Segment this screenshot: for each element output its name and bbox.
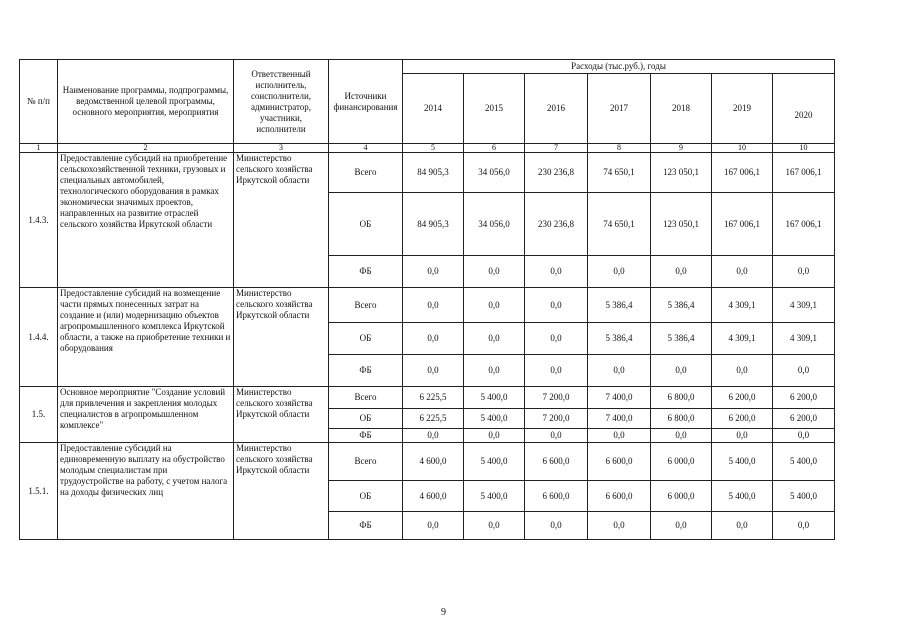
table-body: [20, 153, 835, 540]
responsible-executor: Министерство сельского хозяйства Иркутской области: [234, 153, 329, 288]
table-row: [20, 443, 835, 481]
amount-cell: 0,0: [464, 256, 525, 288]
amount-cell: 5 386,4: [588, 288, 651, 323]
funding-source: ФБ: [329, 256, 403, 288]
funding-source: ФБ: [329, 355, 403, 387]
page-number: 9: [441, 607, 446, 618]
amount-cell: 5 400,0: [773, 481, 835, 512]
amount-cell: 6 600,0: [525, 443, 588, 481]
item-number: 1.5.: [20, 387, 58, 443]
amount-cell: 84 905,3: [403, 153, 464, 193]
header-responsible: Ответственный исполнитель, соисполнители, администратор, участники, исполнители: [234, 60, 329, 144]
amount-cell: 0,0: [403, 288, 464, 323]
responsible-executor: Министерство сельского хозяйства Иркутской области: [234, 387, 329, 443]
funding-source: ОБ: [329, 323, 403, 355]
header-num: № п/п: [20, 60, 58, 144]
amount-cell: 0,0: [464, 288, 525, 323]
amount-cell: 5 400,0: [712, 481, 773, 512]
amount-cell: 5 386,4: [588, 323, 651, 355]
index-cell: 8: [588, 144, 651, 153]
amount-cell: 5 400,0: [464, 387, 525, 409]
amount-cell: 0,0: [651, 512, 712, 540]
header-year: 2017: [588, 74, 651, 144]
amount-cell: 0,0: [464, 429, 525, 443]
item-number: 1.4.4.: [20, 288, 58, 387]
funding-source: Всего: [329, 387, 403, 409]
amount-cell: 74 650,1: [588, 153, 651, 193]
amount-cell: 6 200,0: [712, 409, 773, 429]
header-year: 2019: [712, 74, 773, 144]
amount-cell: 7 200,0: [525, 409, 588, 429]
index-cell: 7: [525, 144, 588, 153]
amount-cell: 0,0: [773, 256, 835, 288]
amount-cell: 0,0: [651, 355, 712, 387]
amount-cell: 0,0: [773, 512, 835, 540]
amount-cell: 4 309,1: [773, 288, 835, 323]
amount-cell: 5 400,0: [773, 443, 835, 481]
amount-cell: 7 400,0: [588, 387, 651, 409]
header-year: 2016: [525, 74, 588, 144]
amount-cell: 0,0: [651, 429, 712, 443]
amount-cell: 6 600,0: [588, 481, 651, 512]
amount-cell: 0,0: [588, 429, 651, 443]
item-name: Предоставление субсидий на единовременную выплату на обустройство молодым специалистам при трудоустройстве на работу, с учетом налога на доходы физических лиц: [58, 443, 234, 540]
amount-cell: 6 800,0: [651, 387, 712, 409]
amount-cell: 0,0: [588, 512, 651, 540]
amount-cell: 6 225,5: [403, 387, 464, 409]
amount-cell: 0,0: [712, 512, 773, 540]
amount-cell: 0,0: [403, 512, 464, 540]
index-cell: 6: [464, 144, 525, 153]
amount-cell: 0,0: [773, 355, 835, 387]
table-row: [20, 387, 835, 409]
amount-cell: 6 200,0: [773, 409, 835, 429]
amount-cell: 5 386,4: [651, 323, 712, 355]
amount-cell: 6 600,0: [588, 443, 651, 481]
responsible-executor: Министерство сельского хозяйства Иркутской области: [234, 443, 329, 540]
header-year: 2020: [773, 74, 835, 144]
amount-cell: 74 650,1: [588, 193, 651, 256]
amount-cell: 6 200,0: [773, 387, 835, 409]
funding-source: Всего: [329, 288, 403, 323]
amount-cell: 0,0: [712, 256, 773, 288]
amount-cell: 7 400,0: [588, 409, 651, 429]
amount-cell: 0,0: [403, 323, 464, 355]
amount-cell: 0,0: [464, 323, 525, 355]
amount-cell: 6 225,5: [403, 409, 464, 429]
amount-cell: 0,0: [773, 429, 835, 443]
amount-cell: 5 400,0: [464, 443, 525, 481]
budget-table: [19, 59, 835, 540]
header-source: Источники финансирования: [329, 60, 403, 144]
index-cell: 10: [712, 144, 773, 153]
header-name: Наименование программы, подпрограммы, ведомственной целевой программы, основного мероприятия, мероприятия: [58, 60, 234, 144]
header-year: 2014: [403, 74, 464, 144]
amount-cell: 0,0: [403, 429, 464, 443]
amount-cell: 0,0: [525, 256, 588, 288]
amount-cell: 0,0: [403, 355, 464, 387]
amount-cell: 230 236,8: [525, 153, 588, 193]
funding-source: ФБ: [329, 429, 403, 443]
table-row: [20, 153, 835, 193]
amount-cell: 4 309,1: [712, 288, 773, 323]
amount-cell: 5 386,4: [651, 288, 712, 323]
item-name: Предоставление субсидий на приобретение сельскохозяйственной техники, грузовых и специальных автомобилей, технологического оборудования в рамках экономически значимых проектов, направленных на развитие отраслей сельского хозяйства Иркутской области: [58, 153, 234, 288]
amount-cell: 0,0: [651, 256, 712, 288]
amount-cell: 7 200,0: [525, 387, 588, 409]
amount-cell: 167 006,1: [712, 153, 773, 193]
funding-source: Всего: [329, 443, 403, 481]
index-cell: 3: [234, 144, 329, 153]
funding-source: ОБ: [329, 481, 403, 512]
amount-cell: 6 200,0: [712, 387, 773, 409]
amount-cell: 84 905,3: [403, 193, 464, 256]
index-cell: 5: [403, 144, 464, 153]
amount-cell: 4 309,1: [712, 323, 773, 355]
amount-cell: 6 600,0: [525, 481, 588, 512]
funding-source: ОБ: [329, 409, 403, 429]
index-cell: 2: [58, 144, 234, 153]
index-cell: 10: [773, 144, 835, 153]
amount-cell: 167 006,1: [773, 193, 835, 256]
amount-cell: 4 600,0: [403, 443, 464, 481]
amount-cell: 123 050,1: [651, 193, 712, 256]
amount-cell: 6 000,0: [651, 481, 712, 512]
amount-cell: 5 400,0: [464, 409, 525, 429]
amount-cell: 0,0: [525, 323, 588, 355]
amount-cell: 5 400,0: [712, 443, 773, 481]
header-expenses: Расходы (тыс.руб.), годы: [403, 60, 835, 74]
item-name: Предоставление субсидий на возмещение части прямых понесенных затрат на создание и (или) модернизацию объектов агропромышленного комплекса Иркутской области, а также на приобретение техники и оборудования: [58, 288, 234, 387]
amount-cell: 34 056,0: [464, 153, 525, 193]
amount-cell: 167 006,1: [773, 153, 835, 193]
amount-cell: 5 400,0: [464, 481, 525, 512]
amount-cell: 0,0: [403, 256, 464, 288]
item-number: 1.4.3.: [20, 153, 58, 288]
amount-cell: 0,0: [712, 355, 773, 387]
item-name: Основное мероприятие "Создание условий для привлечения и закрепления молодых специалистов в агропромышленном комплексе": [58, 387, 234, 443]
amount-cell: 0,0: [464, 355, 525, 387]
amount-cell: 0,0: [588, 256, 651, 288]
index-cell: 9: [651, 144, 712, 153]
amount-cell: 34 056,0: [464, 193, 525, 256]
funding-source: Всего: [329, 153, 403, 193]
table-row: [20, 288, 835, 323]
amount-cell: 0,0: [525, 512, 588, 540]
amount-cell: 6 000,0: [651, 443, 712, 481]
funding-source: ФБ: [329, 512, 403, 540]
amount-cell: 0,0: [464, 512, 525, 540]
funding-source: ОБ: [329, 193, 403, 256]
amount-cell: 4 309,1: [773, 323, 835, 355]
header-year: 2015: [464, 74, 525, 144]
index-cell: 4: [329, 144, 403, 153]
responsible-executor: Министерство сельского хозяйства Иркутской области: [234, 288, 329, 387]
amount-cell: 230 236,8: [525, 193, 588, 256]
amount-cell: 123 050,1: [651, 153, 712, 193]
amount-cell: 0,0: [525, 355, 588, 387]
amount-cell: 6 800,0: [651, 409, 712, 429]
index-cell: 1: [20, 144, 58, 153]
amount-cell: 4 600,0: [403, 481, 464, 512]
amount-cell: 0,0: [525, 288, 588, 323]
item-number: 1.5.1.: [20, 443, 58, 540]
amount-cell: 0,0: [525, 429, 588, 443]
header-year: 2018: [651, 74, 712, 144]
amount-cell: 167 006,1: [712, 193, 773, 256]
amount-cell: 0,0: [712, 429, 773, 443]
amount-cell: 0,0: [588, 355, 651, 387]
